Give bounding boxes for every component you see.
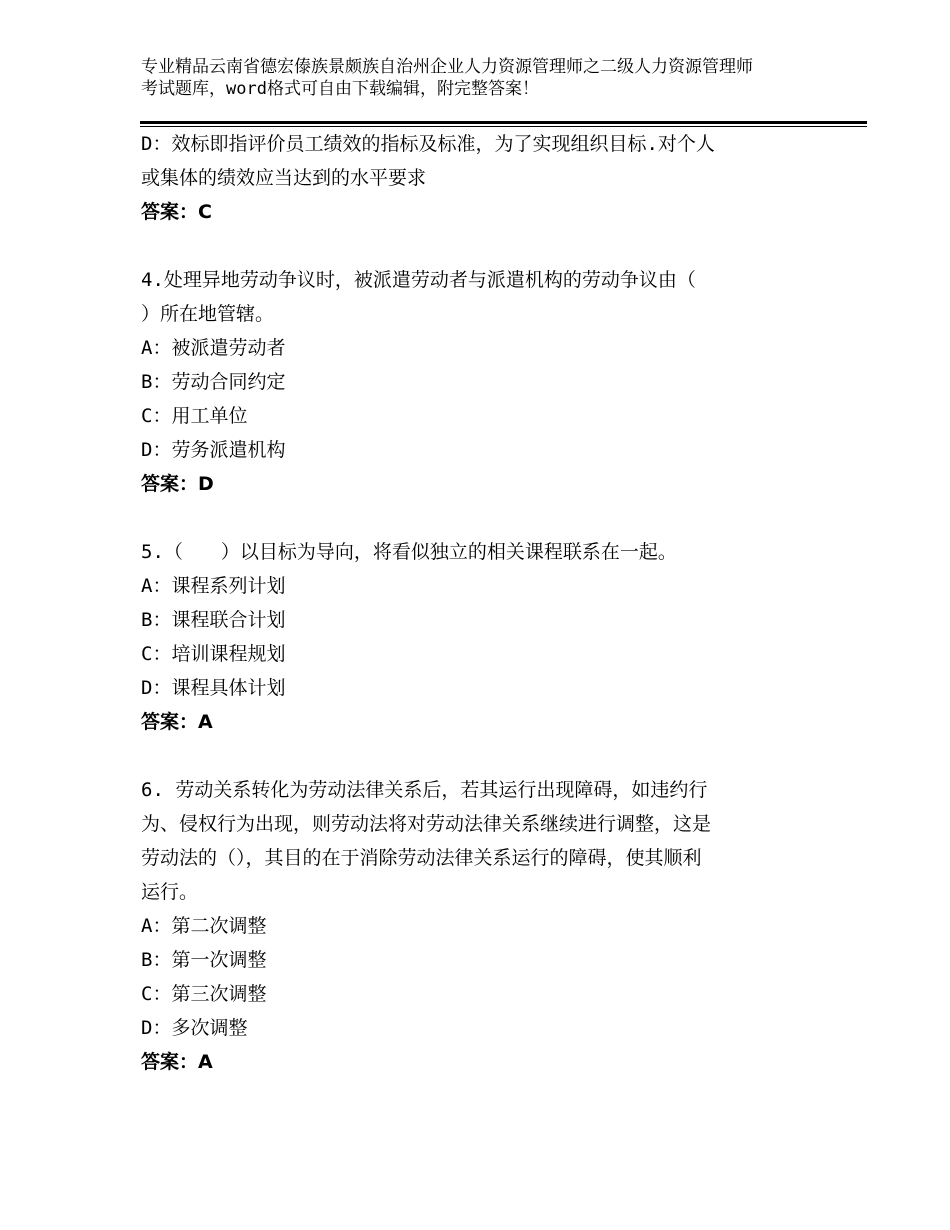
question-stem-line-2: 为、侵权行为出现，则劳动法将对劳动法律关系继续进行调整，这是 — [141, 813, 712, 835]
option-d-line-1: D：效标即指评价员工绩效的指标及标准，为了实现组织目标.对个人 — [141, 133, 715, 155]
document-content — [141, 127, 821, 1079]
header-title-line-1: 专业精品云南省德宏傣族景颇族自治州企业人力资源管理师之二级人力资源管理师 — [141, 57, 753, 77]
question-stem-line-1: 4.处理异地劳动争议时，被派遣劳动者与派遣机构的劳动争议由（ — [141, 269, 696, 291]
question-stem-line-1: 6. 劳动关系转化为劳动法律关系后，若其运行出现障碍，如违约行 — [141, 779, 708, 801]
option-c: C：培训课程规划 — [141, 643, 286, 665]
question-4 — [141, 263, 821, 501]
option-d: D：劳务派遣机构 — [141, 439, 286, 461]
question-6 — [141, 773, 821, 1079]
previous-question-fragment — [141, 127, 821, 229]
answer-label: 答案：C — [141, 201, 212, 223]
option-d-line-2: 或集体的绩效应当达到的水平要求 — [141, 167, 427, 189]
option-b: B：劳动合同约定 — [141, 371, 286, 393]
option-b: B：课程联合计划 — [141, 609, 286, 631]
question-stem-line-3: 劳动法的（），其目的在于消除劳动法律关系运行的障碍，使其顺利 — [141, 847, 702, 869]
answer-label: 答案：A — [141, 1051, 213, 1073]
answer-label: 答案：A — [141, 711, 213, 733]
option-a: A：第二次调整 — [141, 915, 267, 937]
option-a: A：课程系列计划 — [141, 575, 286, 597]
option-a: A：被派遣劳动者 — [141, 337, 286, 359]
page-header — [141, 56, 831, 100]
answer-label: 答案：D — [141, 473, 214, 495]
option-b: B：第一次调整 — [141, 949, 267, 971]
question-stem-line-2: ）所在地管辖。 — [141, 303, 275, 325]
header-title-line-2: 考试题库，word格式可自由下载编辑，附完整答案！ — [141, 79, 539, 99]
question-stem-line-1: 5.（ ）以目标为导向，将看似独立的相关课程联系在一起。 — [141, 541, 677, 563]
option-d: D：多次调整 — [141, 1017, 248, 1039]
question-stem-line-4: 运行。 — [141, 881, 199, 903]
option-d: D：课程具体计划 — [141, 677, 286, 699]
question-5 — [141, 535, 821, 739]
option-c: C：第三次调整 — [141, 983, 267, 1005]
option-c: C：用工单位 — [141, 405, 248, 427]
header-rule-thick — [140, 121, 867, 124]
